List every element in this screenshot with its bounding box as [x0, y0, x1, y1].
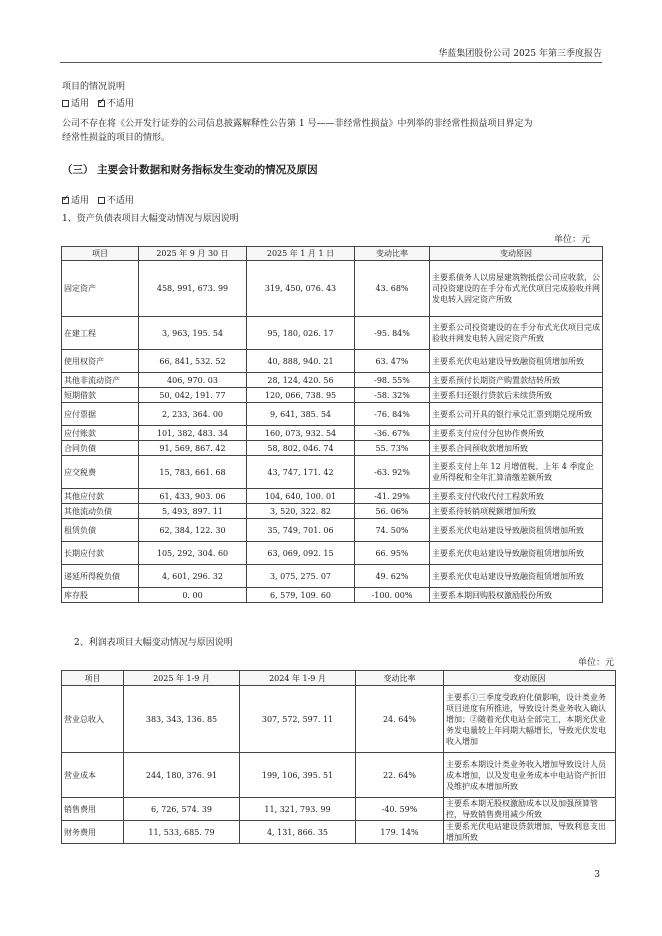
reason-cell: 主要系支付上年 12 月增值税、上年 4 季度企业所得税和全年汇算清缴差额所致: [430, 456, 603, 489]
item-cell: 固定资产: [62, 261, 139, 317]
value-cell: 50, 042, 191. 77: [139, 388, 247, 403]
value-cell: 95, 180, 026. 17: [247, 317, 355, 350]
item-section-options: [62, 97, 134, 111]
item-cell: 其他流动负债: [62, 504, 139, 519]
value-cell: 28, 124, 420. 56: [247, 373, 355, 388]
table-row: [62, 261, 603, 317]
table-row: [62, 489, 603, 504]
table-row: [62, 373, 603, 388]
column-header: 2024 年 1-9 月: [240, 671, 356, 686]
value-cell: 5, 493, 897. 11: [139, 504, 247, 519]
reason-cell: 主要系本期无股权激励成本以及加强预算管控，导致销售费用减少所致: [444, 798, 616, 821]
item-cell: 在建工程: [62, 317, 139, 350]
value-cell: 11, 533, 685. 79: [124, 821, 240, 844]
ratio-cell: -41. 29%: [355, 489, 430, 504]
reason-cell: 主要系预付长期资产购置款结转所致: [430, 373, 603, 388]
value-cell: 6, 726, 574. 39: [124, 798, 240, 821]
table-row: [62, 542, 603, 565]
item-section-text-1: 公司不存在将《公开发行证券的公司信息披露解释性公告第 1 号——非经常性损益》中列举的非经常性损益项目界定为: [62, 119, 533, 129]
reason-cell: 主要系债务人以房屋建筑物抵偿公司应收款，公司投资建设的在手分布式光伏项目完成验收并网发电转入固定资产所致: [430, 261, 603, 317]
ratio-cell: 74. 50%: [355, 519, 430, 542]
table-row: [62, 504, 603, 519]
table-row: [62, 441, 603, 456]
item-section-text-2: 经常性损益的项目的情形。: [62, 133, 171, 143]
reason-cell: 主要系公司投资建设的在手分布式光伏项目完成验收并网发电转入固定资产所致: [430, 317, 603, 350]
value-cell: 15, 783, 661. 68: [139, 456, 247, 489]
value-cell: 11, 321, 793. 99: [240, 798, 356, 821]
balance-subtitle: 1、资产负债表项目大幅变动情况与原因说明: [62, 214, 239, 224]
table-row: [62, 686, 616, 753]
ratio-cell: 49. 62%: [355, 565, 430, 588]
table-row: [62, 519, 603, 542]
ratio-cell: 63. 47%: [355, 350, 430, 373]
value-cell: 2, 233, 364. 00: [139, 403, 247, 426]
value-cell: 319, 450, 076. 43: [247, 261, 355, 317]
income-statement-table: [61, 670, 616, 844]
table-row: [62, 565, 603, 588]
item-cell: 应付票据: [62, 403, 139, 426]
table-row: [62, 350, 603, 373]
reason-cell: 主要系本期设计类业务收入增加导致设计人员成本增加，以及发电业务成本中电站资产折旧及维护成本增加所致: [444, 753, 616, 798]
reason-cell: 主要系①三季度受政府化债影响，设计类业务项目进度有所推进，导致设计类业务收入确认增加；②随着光伏电站全部完工，本期光伏业务发电量较上年同期大幅增长，导致光伏发电收入增加: [444, 686, 616, 753]
column-header: 项目: [62, 671, 124, 686]
reason-cell: 主要系光伏电站建设导致融资租赁增加所致: [430, 519, 603, 542]
table-row: [62, 588, 603, 603]
item-cell: 应付账款: [62, 426, 139, 441]
ratio-cell: 66. 95%: [355, 542, 430, 565]
not-apply-checkbox-checked: [98, 100, 105, 107]
table-row: [62, 456, 603, 489]
page-number: 3: [594, 870, 600, 880]
ratio-cell: -76. 84%: [355, 403, 430, 426]
ratio-cell: -95. 84%: [355, 317, 430, 350]
item-cell: 其他非流动资产: [62, 373, 139, 388]
value-cell: 104, 640, 100. 01: [247, 489, 355, 504]
item-cell: 应交税费: [62, 456, 139, 489]
reason-cell: 主要系待转销项税额增加所致: [430, 504, 603, 519]
value-cell: 3, 075, 275. 07: [247, 565, 355, 588]
value-cell: 120, 066, 738. 95: [247, 388, 355, 403]
column-header: 变动原因: [430, 247, 603, 261]
reason-cell: 主要系光伏电站建设导致融资租赁增加所致: [430, 542, 603, 565]
ratio-cell: -100. 00%: [355, 588, 430, 603]
value-cell: 307, 572, 597. 11: [240, 686, 356, 753]
not-apply-checkbox: [98, 197, 105, 204]
balance-unit: 单位：元: [553, 235, 590, 245]
ratio-cell: 56. 06%: [355, 504, 430, 519]
item-cell: 财务费用: [62, 821, 124, 844]
apply-checkbox-checked: [62, 197, 69, 204]
apply-checkbox: [62, 100, 69, 107]
ratio-cell: 55. 73%: [355, 441, 430, 456]
reason-cell: 主要系光伏电站建设贷款增加，导致利息支出增加所致: [444, 821, 616, 844]
value-cell: 91, 569, 867. 42: [139, 441, 247, 456]
value-cell: 6, 579, 109. 60: [247, 588, 355, 603]
table-row: [62, 821, 616, 844]
value-cell: 43, 747, 171. 42: [247, 456, 355, 489]
reason-cell: 主要系光伏电站建设导致融资租赁增加所致: [430, 565, 603, 588]
value-cell: 35, 749, 701. 06: [247, 519, 355, 542]
section-3-title: （三） 主要会计数据和财务指标发生变动的情况及原因: [62, 164, 318, 176]
reason-cell: 主要系本期回购股权激励股份所致: [430, 588, 603, 603]
value-cell: 62, 384, 122. 30: [139, 519, 247, 542]
table-row: [62, 426, 603, 441]
income-unit: 单位：元: [577, 658, 614, 668]
reason-cell: 主要系归还银行贷款后未续贷所致: [430, 388, 603, 403]
ratio-cell: -40. 59%: [356, 798, 444, 821]
value-cell: 4, 601, 296. 32: [139, 565, 247, 588]
column-header: 2025 年 1 月 1 日: [247, 247, 355, 261]
income-subtitle: 2、利润表项目大幅变动情况与原因说明: [74, 638, 233, 648]
reason-cell: 主要系支付代收代付工程款所致: [430, 489, 603, 504]
ratio-cell: 179. 14%: [356, 821, 444, 844]
table-row: [62, 317, 603, 350]
item-cell: 长期应付款: [62, 542, 139, 565]
value-cell: 160, 073, 932. 54: [247, 426, 355, 441]
reason-cell: 主要系合同预收款增加所致: [430, 441, 603, 456]
column-header: 变动比率: [356, 671, 444, 686]
value-cell: 4, 131, 866. 35: [240, 821, 356, 844]
column-header: 变动原因: [444, 671, 616, 686]
item-cell: 库存股: [62, 588, 139, 603]
column-header: 项目: [62, 247, 139, 261]
value-cell: 406, 970. 03: [139, 373, 247, 388]
column-header: 变动比率: [355, 247, 430, 261]
section-3-options: [62, 194, 134, 208]
ratio-cell: 24. 64%: [356, 686, 444, 753]
ratio-cell: 22. 64%: [356, 753, 444, 798]
reason-cell: 主要系支付应付分包协作费所致: [430, 426, 603, 441]
table-row: [62, 388, 603, 403]
value-cell: 458, 991, 673. 99: [139, 261, 247, 317]
value-cell: 61, 433, 903. 06: [139, 489, 247, 504]
reason-cell: 主要系公司开具的银行承兑汇票到期兑现所致: [430, 403, 603, 426]
value-cell: 105, 292, 304. 60: [139, 542, 247, 565]
value-cell: 383, 343, 136. 85: [124, 686, 240, 753]
value-cell: 40, 888, 940. 21: [247, 350, 355, 373]
value-cell: 3, 963, 195. 54: [139, 317, 247, 350]
item-cell: 营业总收入: [62, 686, 124, 753]
ratio-cell: -58. 32%: [355, 388, 430, 403]
item-cell: 使用权资产: [62, 350, 139, 373]
table-row: [62, 798, 616, 821]
value-cell: 244, 180, 376. 91: [124, 753, 240, 798]
not-apply-label: 不适用: [106, 99, 134, 109]
value-cell: 9, 641, 385. 54: [247, 403, 355, 426]
ratio-cell: -36. 67%: [355, 426, 430, 441]
value-cell: 3, 520, 322. 82: [247, 504, 355, 519]
apply-label: 适用: [71, 99, 90, 109]
value-cell: 66, 841, 532. 52: [139, 350, 247, 373]
ratio-cell: -98. 55%: [355, 373, 430, 388]
header-title: 华蓝集团股份公司 2025 年第三季度报告: [438, 49, 602, 59]
value-cell: 199, 106, 395. 51: [240, 753, 356, 798]
item-cell: 短期借款: [62, 388, 139, 403]
item-cell: 合同负债: [62, 441, 139, 456]
value-cell: 63, 069, 092. 15: [247, 542, 355, 565]
not-apply-label: 不适用: [106, 196, 134, 206]
ratio-cell: 43. 68%: [355, 261, 430, 317]
apply-label: 适用: [71, 196, 90, 206]
balance-sheet-table: [61, 246, 603, 603]
item-cell: 销售费用: [62, 798, 124, 821]
ratio-cell: -63. 92%: [355, 456, 430, 489]
value-cell: 0. 00: [139, 588, 247, 603]
item-cell: 其他应付款: [62, 489, 139, 504]
column-header: 2025 年 1-9 月: [124, 671, 240, 686]
table-row: [62, 403, 603, 426]
table-row: [62, 753, 616, 798]
page-header: [60, 48, 602, 63]
item-cell: 营业成本: [62, 753, 124, 798]
value-cell: 58, 802, 046. 74: [247, 441, 355, 456]
value-cell: 101, 382, 483. 34: [139, 426, 247, 441]
item-cell: 递延所得税负债: [62, 565, 139, 588]
item-section-label: 项目的情况说明: [62, 82, 126, 92]
reason-cell: 主要系光伏电站建设导致融资租赁增加所致: [430, 350, 603, 373]
item-cell: 租赁负债: [62, 519, 139, 542]
column-header: 2025 年 9 月 30 日: [139, 247, 247, 261]
